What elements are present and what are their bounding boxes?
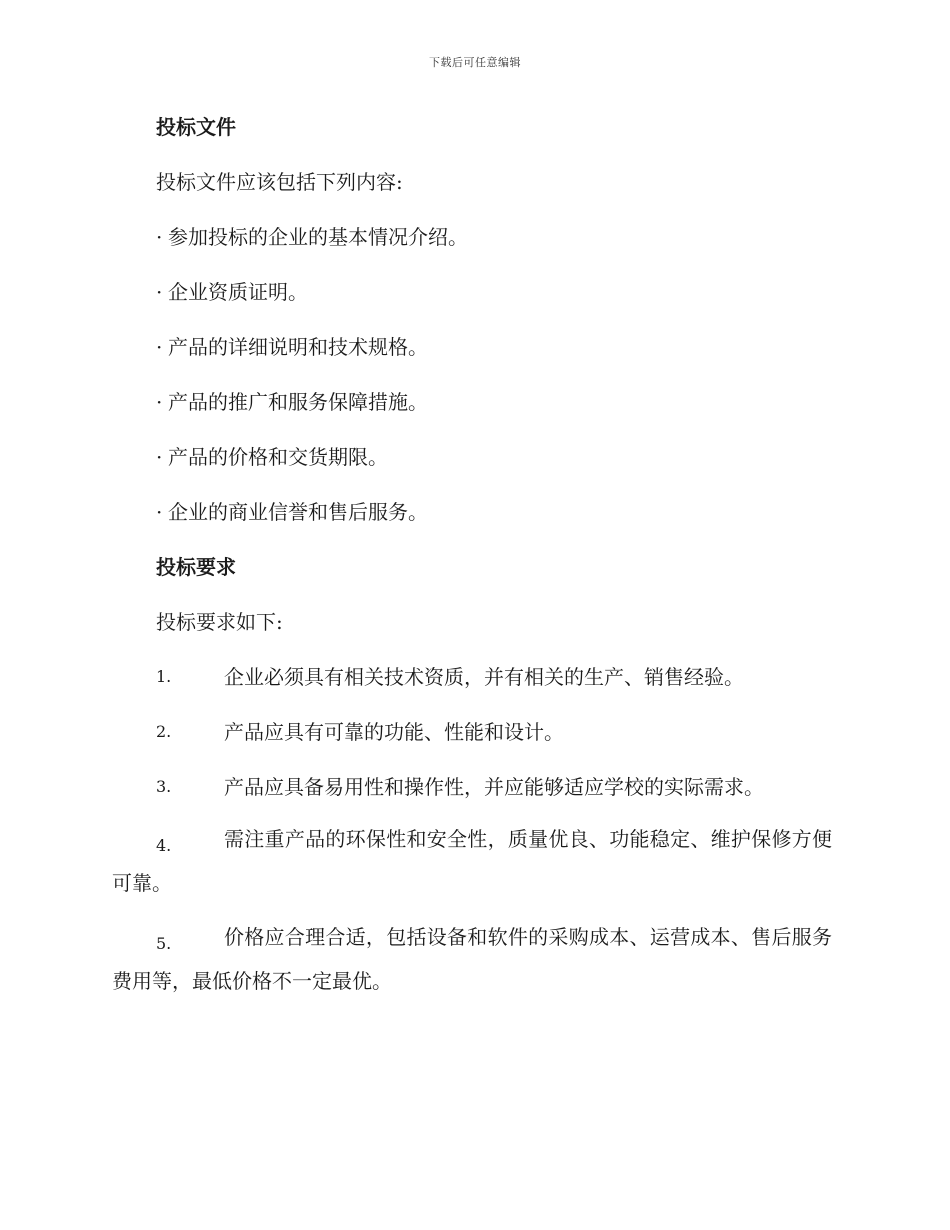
item-number: 2. [156, 722, 172, 741]
section-intro-bid-documents: 投标文件应该包括下列内容: [156, 170, 403, 194]
item-text: 产品应具备易用性和操作性，并应能够适应学校的实际需求。 [224, 775, 764, 799]
item-number: 1. [156, 667, 172, 686]
bullet-dot: · [156, 280, 163, 304]
bullet-text: 参加投标的企业的基本情况介绍。 [168, 225, 468, 249]
item-text: 产品应具有可靠的功能、性能和设计。 [224, 720, 564, 744]
page-header: 下载后可任意编辑 [429, 56, 521, 69]
bullet-text: 企业的商业信誉和售后服务。 [168, 500, 428, 524]
numbered-item [112, 915, 832, 1003]
bullet-item [112, 277, 832, 307]
item-number: 3. [156, 777, 172, 796]
bullet-dot: · [156, 225, 163, 249]
bullet-item [112, 497, 832, 527]
section-intro-bid-requirements: 投标要求如下: [156, 610, 283, 634]
numbered-item [112, 662, 832, 692]
bullet-text: 产品的详细说明和技术规格。 [168, 335, 428, 359]
document-body [112, 112, 832, 1003]
bullet-dot: · [156, 500, 163, 524]
bullet-item [112, 222, 832, 252]
item-text: 企业必须具有相关技术资质，并有相关的生产、销售经验。 [224, 665, 744, 689]
bullet-dot: · [156, 335, 163, 359]
bullet-dot: · [156, 390, 163, 414]
bullet-text: 产品的推广和服务保障措施。 [168, 390, 428, 414]
bullet-text: 产品的价格和交货期限。 [168, 445, 388, 469]
section-title-bid-requirements: 投标要求 [156, 555, 236, 579]
bullet-item [112, 387, 832, 417]
bullet-dot: · [156, 445, 163, 469]
item-text: 需注重产品的环保性和安全性，质量优良、功能稳定、维护保修方便可靠。 [112, 827, 832, 895]
section-title-bid-documents: 投标文件 [156, 115, 236, 139]
bullet-item [112, 332, 832, 362]
bullet-text: 企业资质证明。 [168, 280, 308, 304]
numbered-item [112, 772, 832, 802]
bullet-item [112, 442, 832, 472]
numbered-item [112, 817, 832, 905]
item-number: 5. [156, 934, 172, 953]
numbered-item [112, 717, 832, 747]
item-number: 4. [156, 836, 172, 855]
item-text: 价格应合理合适，包括设备和软件的采购成本、运营成本、售后服务费用等，最低价格不一定最优。 [112, 925, 832, 993]
